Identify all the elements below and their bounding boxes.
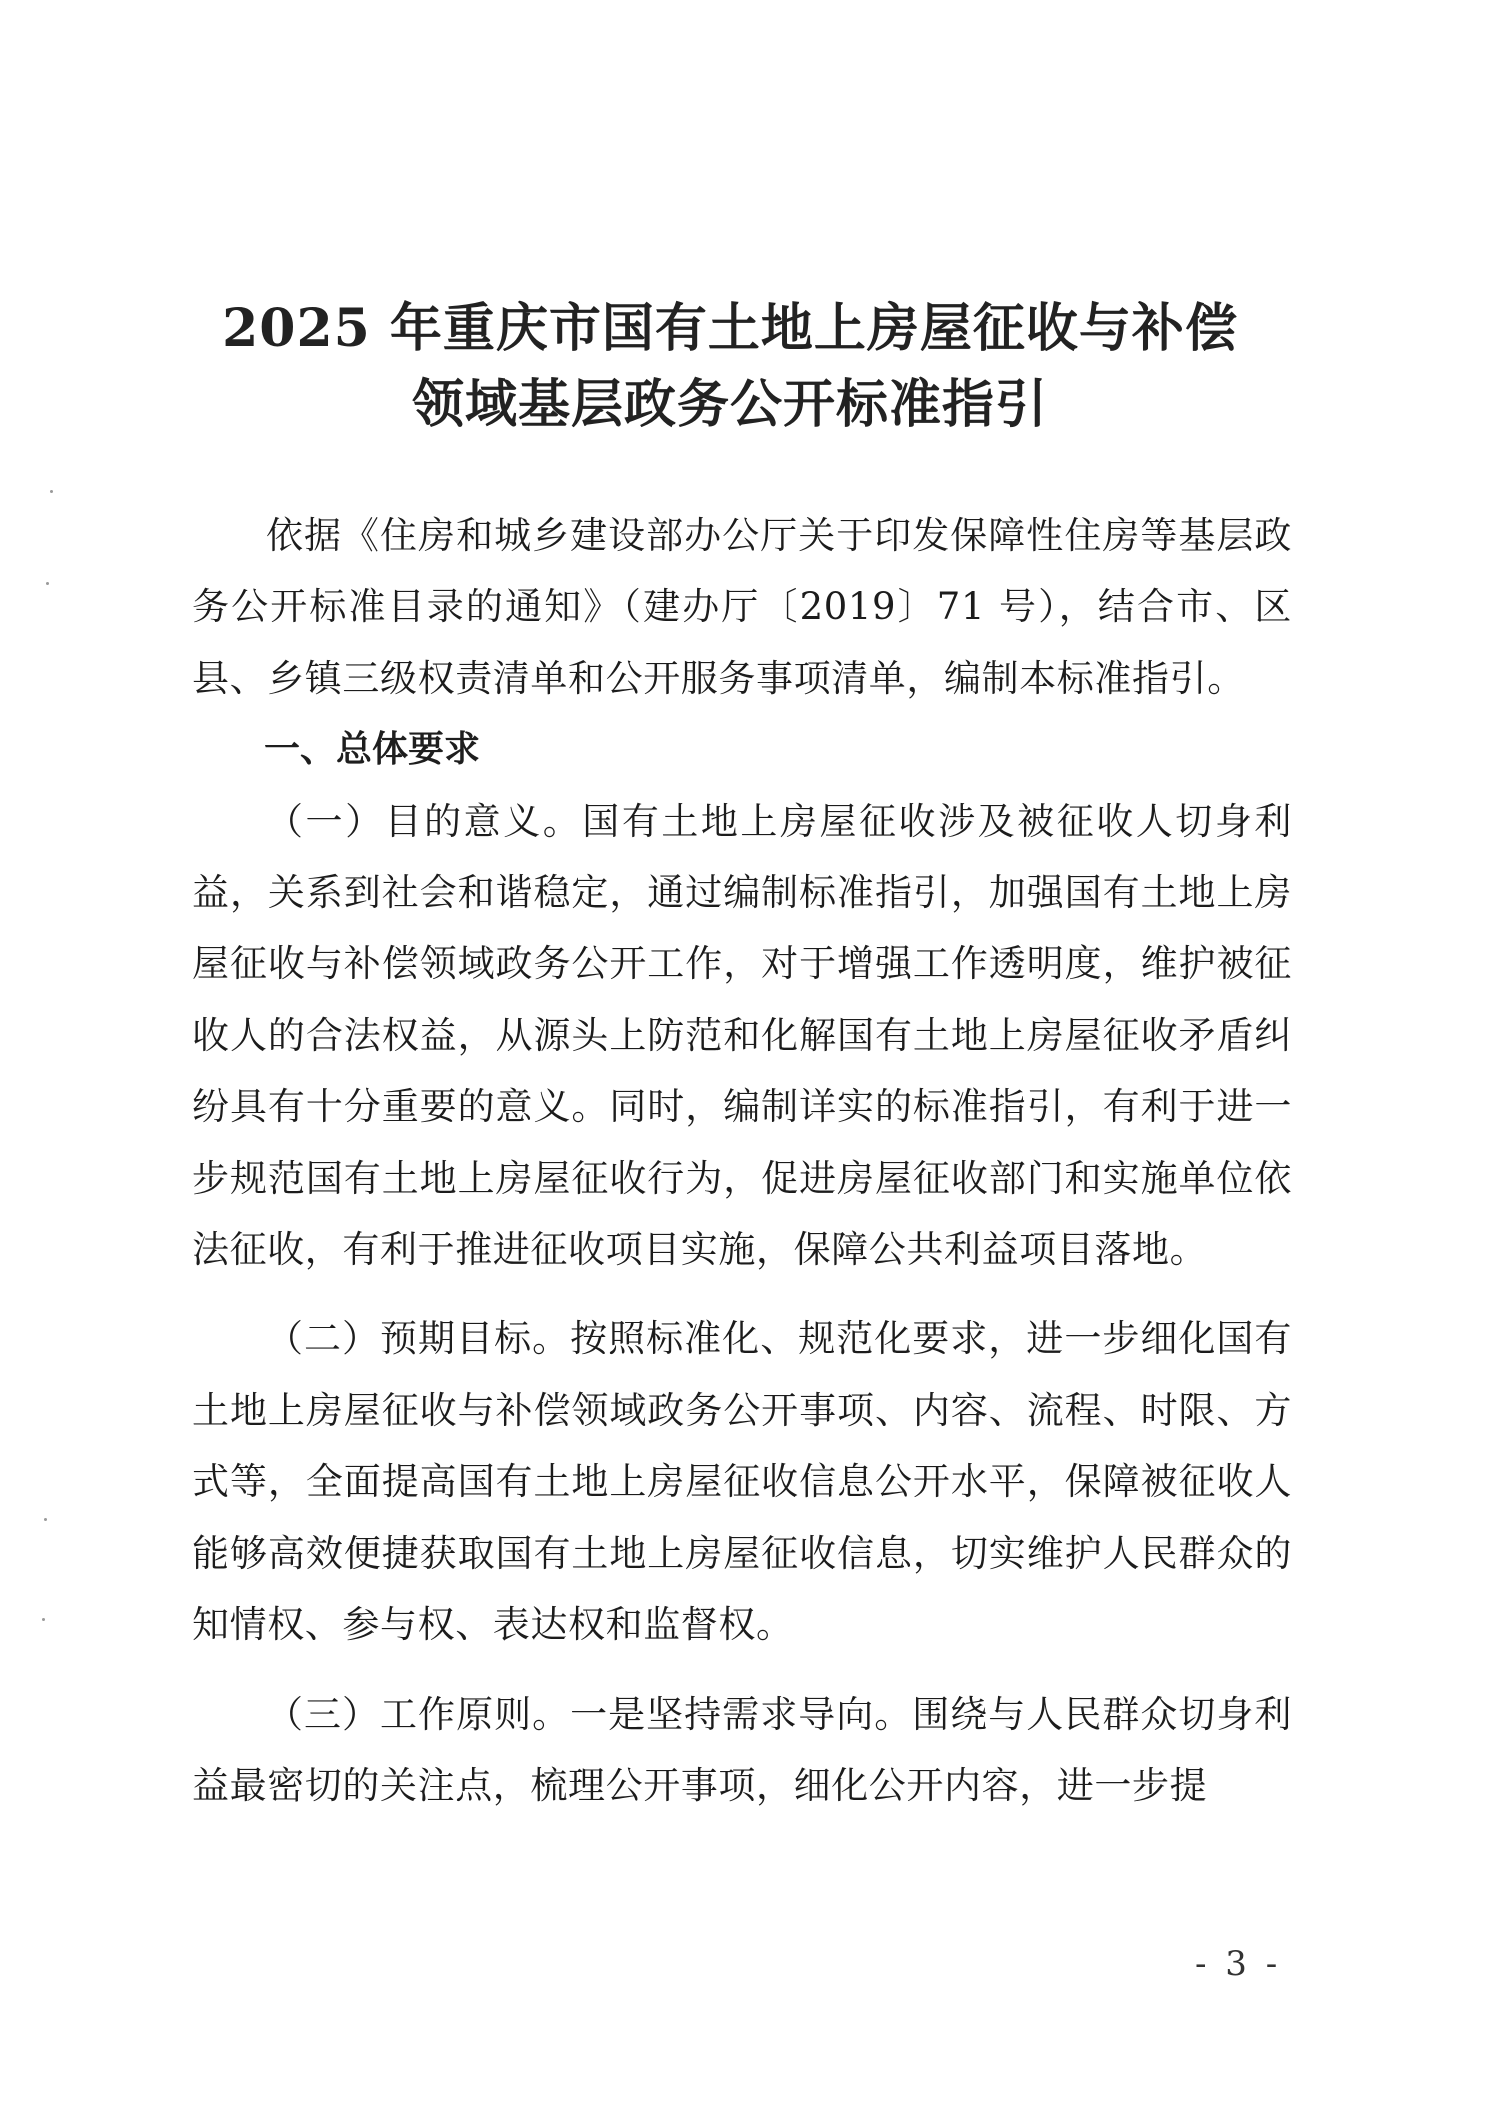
document-title-line-1: 2025 年重庆市国有土地上房屋征收与补偿 xyxy=(222,298,1238,359)
scan-speck xyxy=(42,1618,45,1621)
scan-speck xyxy=(46,582,49,585)
scan-speck xyxy=(50,490,53,493)
intro-paragraph: 依据《住房和城乡建设部办公厅关于印发保障性住房等基层政务公开标准目录的通知》（建办厅〔2019〕71 号），结合市、区县、乡镇三级权责清单和公开服务事项清单，编制本标准指引。 xyxy=(192,514,1292,700)
document-body xyxy=(192,500,1292,1821)
principles-paragraph xyxy=(192,1679,1292,1822)
paragraph-text: 国有土地上房屋征收涉及被征收人切身利益，关系到社会和谐稳定，通过编制标准指引，加强国有土地上房屋征收与补偿领域政务公开工作，对于增强工作透明度，维护被征收人的合法权益，从源头上防范和化解国有土地上房屋征收矛盾纠纷具有十分重要的意义。同时，编制详实的标准指引，有利于进一步规范国有土地上房屋征收行为，促进房屋征收部门和实施单位依法征收，有利于推进征收项目实施，保障公共利益项目落地。 xyxy=(192,799,1292,1272)
scan-speck xyxy=(44,1518,47,1521)
paragraph-label: （一）目的意义。 xyxy=(266,799,583,843)
purpose-paragraph xyxy=(192,786,1292,1286)
section-heading: 一、总体要求 xyxy=(264,729,481,771)
page-number: - 3 - xyxy=(1195,1944,1282,1984)
paragraph-label: （二）预期目标。 xyxy=(266,1317,571,1361)
document-title-line-2: 领域基层政务公开标准指引 xyxy=(411,374,1048,435)
paragraph-label: （三）工作原则。 xyxy=(266,1692,571,1736)
paragraph-text: 按照标准化、规范化要求，进一步细化国有土地上房屋征收与补偿领域政务公开事项、内容、流程、时限、方式等，全面提高国有土地上房屋征收信息公开水平，保障被征收人能够高效便捷获取国有土地上房屋征收信息，切实维护人民群众的知情权、参与权、表达权和监督权。 xyxy=(192,1317,1292,1647)
goals-paragraph xyxy=(192,1303,1292,1660)
paragraph-text: 一是坚持需求导向。围绕与人民群众切身利益最密切的关注点，梳理公开事项，细化公开内容，进一步提 xyxy=(192,1692,1292,1807)
